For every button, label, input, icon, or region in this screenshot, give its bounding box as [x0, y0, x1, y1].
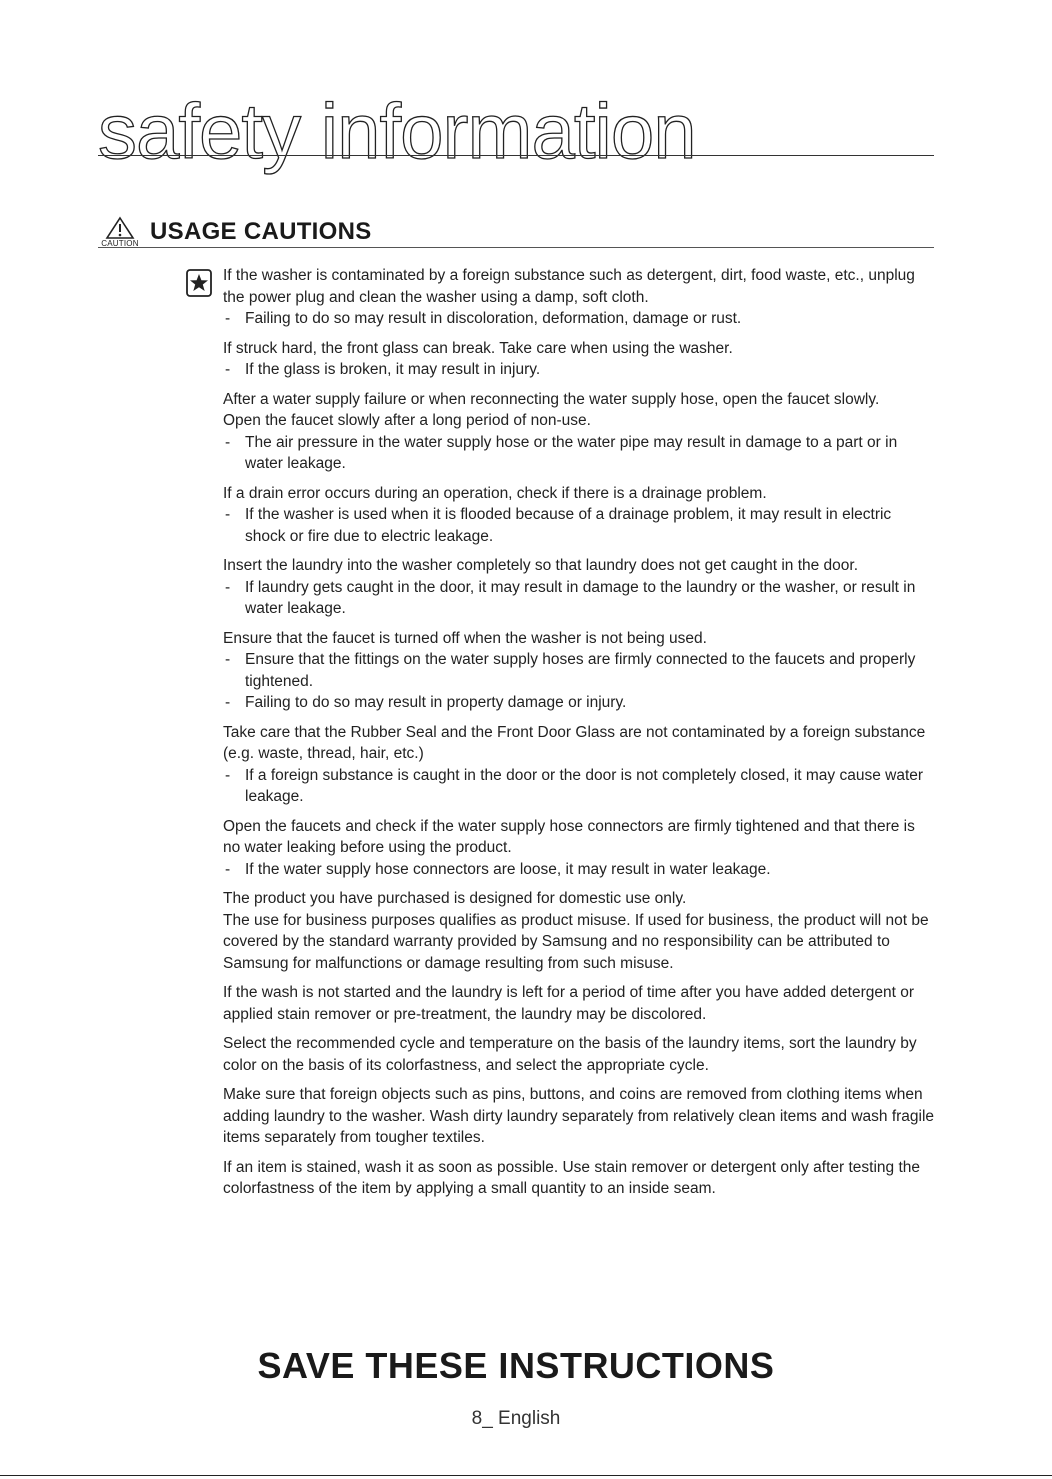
caution-item: [223, 265, 935, 330]
page-number: 8_ English: [471, 1408, 561, 1429]
bottom-rule: [0, 1475, 1052, 1476]
caution-statement: Make sure that foreign objects such as pins, buttons, and coins are removed from clothing items when adding laundry to the washer. Wash dirty laundry separately from relatively clean items and wash fragile items separately from tougher textiles.: [223, 1086, 935, 1146]
caution-consequence: - Failing to do so may result in property damage or injury.: [223, 692, 935, 714]
caution-consequence: - If laundry gets caught in the door, it may result in damage to the laundry or the washer, or result in water leakage.: [223, 577, 935, 620]
caution-statement: If a drain error occurs during an operation, check if there is a drainage problem.: [223, 484, 767, 502]
caution-item: [223, 1157, 935, 1200]
caution-statement: Open the faucets and check if the water supply hose connectors are firmly tightened and that there is no water leaking before using the product.: [223, 817, 915, 856]
caution-consequence: - The air pressure in the water supply hose or the water pipe may result in damage to a part or in water leakage.: [223, 432, 935, 475]
caution-item: [223, 982, 935, 1025]
usage-cautions-content: [223, 265, 935, 1208]
section-rule: [98, 247, 934, 248]
caution-statement: Select the recommended cycle and temperature on the basis of the laundry items, sort the laundry by color on the basis of its colorfastness, and select the appropriate cycle.: [223, 1035, 917, 1074]
caution-item: [223, 722, 935, 808]
caution-statement: If the washer is contaminated by a foreign substance such as detergent, dirt, food waste, etc., unplug the power plug and clean the washer using a damp, soft cloth.: [223, 267, 915, 306]
caution-item: [223, 628, 935, 714]
caution-statement: If struck hard, the front glass can break. Take care when using the washer.: [223, 339, 733, 357]
caution-statement: If the wash is not started and the laundry is left for a period of time after you have added detergent or applied stain remover or pre-treatment, the laundry may be discolored.: [223, 984, 915, 1023]
caution-consequence: - If the glass is broken, it may result in injury.: [223, 359, 935, 381]
caution-item: [223, 816, 935, 881]
caution-item: [223, 888, 935, 974]
caution-item: [223, 555, 935, 620]
caution-statement: The product you have purchased is designed for domestic use only.: [223, 890, 687, 907]
page-title: safety information: [98, 87, 696, 175]
caution-statement: If an item is stained, wash it as soon as possible. Use stain remover or detergent only after testing the colorfastness of the item by applying a small quantity to an inside seam.: [223, 1158, 920, 1197]
caution-triangle-icon: [105, 216, 135, 240]
caution-statement: Open the faucet slowly after a long period of non-use.: [223, 412, 591, 429]
caution-consequence: - If the water supply hose connectors are loose, it may result in water leakage.: [223, 859, 935, 881]
section-title: USAGE CAUTIONS: [150, 218, 372, 245]
section-header: [98, 212, 372, 248]
caution-mark: [98, 216, 142, 248]
caution-item: [223, 338, 935, 381]
caution-item: [223, 1084, 935, 1149]
caution-label: CAUTION: [101, 239, 139, 248]
star-note-icon: [185, 268, 213, 298]
caution-consequence: - Ensure that the fittings on the water supply hoses are firmly connected to the faucets and properly tightened.: [223, 649, 935, 692]
title-rule: [98, 155, 934, 156]
caution-consequence: - If a foreign substance is caught in the door or the door is not completely closed, it may cause water leakage.: [223, 765, 935, 808]
caution-statement: Ensure that the faucet is turned off when the washer is not being used.: [223, 629, 707, 647]
caution-statement: The use for business purposes qualifies as product misuse. If used for business, the product will not be covered by the standard warranty provided by Samsung and no responsibility can be attributed to Samsung for malfunctions or damage resulting from such misuse.: [223, 911, 929, 972]
caution-item: [223, 1033, 935, 1076]
caution-item: [223, 389, 935, 475]
caution-consequence: - Failing to do so may result in discoloration, deformation, damage or rust.: [223, 308, 935, 330]
save-instructions-title: SAVE THESE INSTRUCTIONS: [257, 1345, 775, 1386]
caution-statement: Take care that the Rubber Seal and the Front Door Glass are not contaminated by a foreign substance (e.g. waste, thread, hair, etc.): [223, 723, 926, 762]
caution-statement: Insert the laundry into the washer completely so that laundry does not get caught in the door.: [223, 557, 859, 574]
caution-item: [223, 483, 935, 548]
caution-statement: After a water supply failure or when reconnecting the water supply hose, open the faucet slowly.: [223, 390, 880, 408]
caution-consequence: - If the washer is used when it is flooded because of a drainage problem, it may result in electric shock or fire due to electric leakage.: [223, 504, 935, 547]
